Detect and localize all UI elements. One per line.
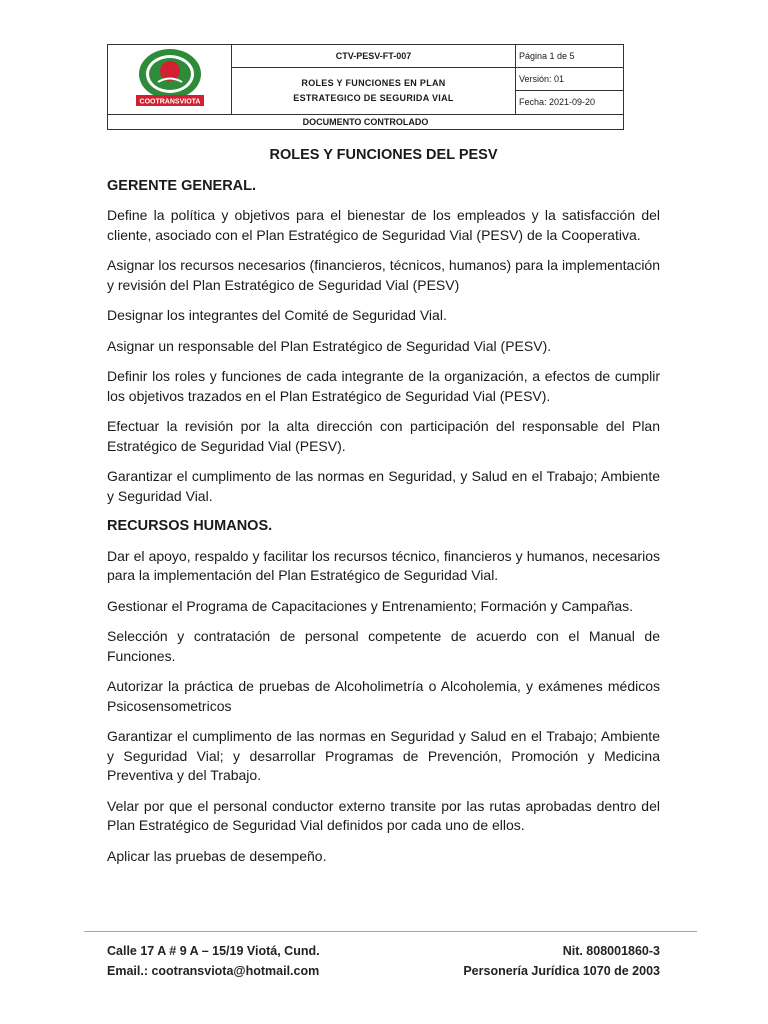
version: Versión: 01 (516, 67, 624, 91)
paragraph: Selección y contratación de personal competente de acuerdo con el Manual de Funciones. (107, 628, 660, 664)
paragraph: Aplicar las pruebas de desempeño. (107, 847, 327, 864)
footer-divider (84, 931, 697, 932)
page-title: ROLES Y FUNCIONES DEL PESV (269, 147, 498, 163)
section-heading-gerente: GERENTE GENERAL. (107, 177, 257, 194)
paragraph: Garantizar el cumplimento de las normas en Seguridad, y Salud en el Trabajo; Ambiente y Seguridad Vial. (107, 468, 660, 504)
paragraph: Efectuar la revisión por la alta dirección con participación del responsable del Plan Estratégico de Seguridad Vial (PESV). (107, 418, 660, 454)
paragraph: Definir los roles y funciones de cada integrante de la organización, a efectos de cumplir los objetivos trazados en el Plan Estratégico de Seguridad Vial (PESV). (107, 368, 660, 404)
footer-email: Email.: cootransviota@hotmail.com (107, 964, 320, 978)
document-code: CTV-PESV-FT-007 (232, 45, 516, 68)
date: Fecha: 2021-09-20 (516, 91, 624, 115)
paragraph: Asignar un responsable del Plan Estratégico de Seguridad Vial (PESV). (107, 337, 552, 354)
document-body (107, 146, 660, 877)
controlled-label: DOCUMENTO CONTROLADO (108, 114, 624, 129)
logo-cell (108, 45, 232, 115)
footer-personeria: Personería Jurídica 1070 de 2003 (463, 964, 660, 978)
footer-legal (463, 941, 660, 981)
paragraph: Garantizar el cumplimento de las normas en Seguridad y Salud en el Trabajo; Ambiente y Seguridad Vial; y desarrollar Programas de Prevención, Promoción y Medicina Preventiva y del Trabajo. (107, 728, 660, 783)
page-number: Página 1 de 5 (516, 45, 624, 68)
document-title-line1: ROLES Y FUNCIONES EN PLAN (301, 77, 446, 88)
paragraph: Gestionar el Programa de Capacitaciones y Entrenamiento; Formación y Campañas. (107, 597, 634, 614)
paragraph: Dar el apoyo, respaldo y facilitar los recursos técnico, financieros y humanos, necesarios para la implementación del Plan Estratégico de Seguridad Vial. (107, 547, 660, 583)
footer-address: Calle 17 A # 9 A – 15/19 Viotá, Cund. (107, 944, 320, 958)
header-table (107, 44, 624, 130)
paragraph: Velar por que el personal conductor externo transite por las rutas aprobadas dentro del Plan Estratégico de Seguridad Vial definidos por cada uno de ellos. (107, 797, 660, 833)
document-title-cell (232, 67, 516, 114)
paragraph: Designar los integrantes del Comité de Seguridad Vial. (107, 307, 447, 323)
footer-contact (107, 941, 320, 981)
paragraph: Define la política y objetivos para el bienestar de los empleados y la satisfacción del cliente, asociado con el Plan Estratégico de Seguridad Vial (PESV) de la Cooperativa. (107, 207, 660, 243)
footer-nit: Nit. 808001860-3 (562, 944, 660, 958)
document-header (107, 44, 623, 130)
cootransviota-logo (132, 47, 208, 109)
logo-text: COOTRANSVIOTA (139, 98, 200, 106)
paragraph: Autorizar la práctica de pruebas de Alcoholimetría o Alcoholemia, y exámenes médicos Psicosensometricos (107, 678, 660, 714)
document-title-line2: ESTRATEGICO DE SEGURIDA VIAL (293, 92, 454, 103)
section-heading-recursos-humanos: RECURSOS HUMANOS. (107, 518, 273, 534)
paragraph: Asignar los recursos necesarios (financieros, técnicos, humanos) para la implementación y revisión del Plan Estratégico de Seguridad Vial (PESV) (107, 257, 660, 293)
